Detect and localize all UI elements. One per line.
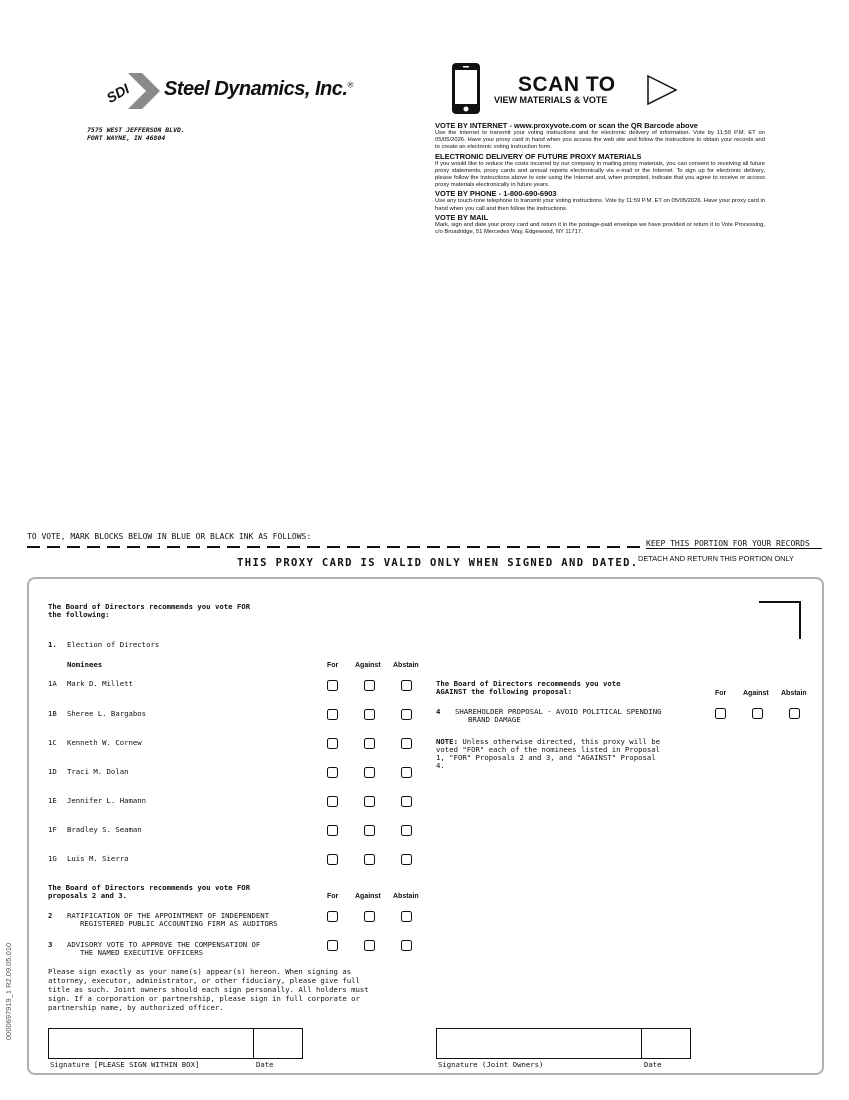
proposal-4-line2: BRAND DAMAGE xyxy=(468,715,521,724)
vote-against-checkbox[interactable] xyxy=(364,796,375,807)
col-header-against: Against xyxy=(355,893,381,900)
sdi-logo xyxy=(104,71,160,111)
trademark-symbol: ® xyxy=(347,80,353,90)
note-line: 4. xyxy=(436,761,445,770)
vote-abstain-checkbox[interactable] xyxy=(401,854,412,865)
board-recommendation-2-line1: The Board of Directors recommends you vote FOR xyxy=(48,883,251,892)
voting-instructions xyxy=(435,121,765,236)
vote-abstain-checkbox[interactable] xyxy=(401,940,412,951)
nominee-id: 1A xyxy=(48,679,57,688)
nominee-name: Bradley S. Seaman xyxy=(67,825,142,834)
scan-title: SCAN TO xyxy=(518,73,616,96)
note-line: 1, "FOR" Proposals 2 and 3, and "AGAINST" Proposal xyxy=(436,753,656,762)
vote-abstain-checkbox[interactable] xyxy=(401,825,412,836)
proposal-2-number: 2 xyxy=(48,911,53,920)
item-1-label: Election of Directors xyxy=(67,640,160,649)
corner-mark xyxy=(759,601,801,639)
col-header-against: Against xyxy=(355,662,381,669)
vote-against-checkbox[interactable] xyxy=(364,940,375,951)
date-label: Date xyxy=(256,1060,274,1069)
vote-abstain-checkbox[interactable] xyxy=(401,709,412,720)
logo-text: SDI xyxy=(104,80,132,106)
board-recommendation-2-line2: proposals 2 and 3. xyxy=(48,891,128,900)
vote-abstain-checkbox[interactable] xyxy=(401,796,412,807)
instruction-heading-internet: VOTE BY INTERNET - www.proxyvote.com or scan the QR Barcode above xyxy=(435,121,698,130)
instruction-text-phone: Use any touch-tone telephone to transmit your voting instructions. Vote by 11:59 P.M. ET on 05/05/2026. Have your proxy card in hand when you call and then follow the instructions. xyxy=(435,198,765,212)
detach-dashed-line xyxy=(27,546,643,548)
valid-notice: THIS PROXY CARD IS VALID ONLY WHEN SIGNED AND DATED. xyxy=(237,557,639,569)
vote-against-checkbox[interactable] xyxy=(364,825,375,836)
keep-portion-underline xyxy=(646,548,822,549)
proposal-4-line1: SHAREHOLDER PROPOSAL - AVOID POLITICAL SPENDING xyxy=(455,707,662,716)
joint-signature-date-divider xyxy=(641,1028,642,1059)
side-control-code: 0000697919_1 R2.09.05.010 xyxy=(4,942,13,1040)
board-recommendation-1-line2: the following: xyxy=(48,610,110,619)
col-header-for: For xyxy=(715,690,727,697)
nominee-id: 1F xyxy=(48,825,57,834)
nominee-name: Traci M. Dolan xyxy=(67,767,129,776)
vote-abstain-checkbox[interactable] xyxy=(401,738,412,749)
detach-return-label: DETACH AND RETURN THIS PORTION ONLY xyxy=(638,554,794,563)
board-recommendation-1-line1: The Board of Directors recommends you vote FOR xyxy=(48,602,251,611)
signature-label: Signature [PLEASE SIGN WITHIN BOX] xyxy=(50,1060,200,1069)
nominee-id: 1B xyxy=(48,709,57,718)
board-recommendation-3-line2: AGAINST the following proposal: xyxy=(436,687,573,696)
signature-date-divider xyxy=(253,1028,254,1059)
nominee-name: Luis M. Sierra xyxy=(67,854,129,863)
instruction-heading-electronic: ELECTRONIC DELIVERY OF FUTURE PROXY MATERIALS xyxy=(435,151,642,161)
col-header-abstain: Abstain xyxy=(393,893,419,900)
proposal-3-number: 3 xyxy=(48,940,53,949)
vote-against-checkbox[interactable] xyxy=(364,738,375,749)
proposal-2-line1: RATIFICATION OF THE APPOINTMENT OF INDEPENDENT xyxy=(67,911,270,920)
vote-against-checkbox[interactable] xyxy=(364,680,375,691)
nominee-name: Jennifer L. Hamann xyxy=(67,796,147,805)
nominee-name: Sheree L. Bargabos xyxy=(67,709,147,718)
col-header-for: For xyxy=(327,662,339,669)
nominees-header: Nominees xyxy=(67,660,103,669)
vote-for-checkbox[interactable] xyxy=(715,708,726,719)
instruction-text-electronic: If you would like to reduce the costs incurred by our company in mailing proxy materials, you can consent to receiving all future proxy statements, proxy cards and annual reports electronically via e-mail or the Internet. To sign up for electronic delivery, please follow the instructions above to vote using the Internet and, when prompted, indicate that you agree to receive or access proxy materials electronically in future years. xyxy=(435,160,765,189)
note-line: voted "FOR" each of the nominees listed in Proposal xyxy=(436,745,661,754)
vote-against-checkbox[interactable] xyxy=(364,911,375,922)
vote-for-checkbox[interactable] xyxy=(327,825,338,836)
vote-against-checkbox[interactable] xyxy=(364,854,375,865)
vote-abstain-checkbox[interactable] xyxy=(401,767,412,778)
sign-instruction-line: title as such. Joint owners should each sign personally. All holders must xyxy=(48,985,369,994)
vote-for-checkbox[interactable] xyxy=(327,767,338,778)
joint-date-label: Date xyxy=(644,1060,662,1069)
sign-instruction-line: attorney, executor, administrator, or other fiduciary, please give full xyxy=(48,976,360,985)
col-header-abstain: Abstain xyxy=(781,690,807,697)
company-address-line1: 7575 WEST JEFFERSON BLVD. xyxy=(87,126,185,134)
vote-for-checkbox[interactable] xyxy=(327,738,338,749)
nominee-id: 1E xyxy=(48,796,57,805)
vote-against-checkbox[interactable] xyxy=(364,767,375,778)
vote-for-checkbox[interactable] xyxy=(327,911,338,922)
vote-for-checkbox[interactable] xyxy=(327,854,338,865)
nominee-name: Kenneth W. Cornew xyxy=(67,738,142,747)
company-address-line2: FORT WAYNE, IN 46804 xyxy=(87,134,166,142)
col-header-abstain: Abstain xyxy=(393,662,419,669)
instruction-text-internet: Use the Internet to transmit your voting instructions and for electronic delivery of information. Vote by 11:59 P.M. ET on 05/05/2026. Have your proxy card in hand when you access the web site and follow the instructions to obtain your records and to create an electronic voting instruction form. xyxy=(435,130,765,151)
vote-abstain-checkbox[interactable] xyxy=(401,911,412,922)
instruction-heading-phone: VOTE BY PHONE - 1-800-690-6903 xyxy=(435,189,557,199)
nominee-id: 1C xyxy=(48,738,57,747)
nominee-name: Mark D. Millett xyxy=(67,679,133,688)
sign-instruction-line: partnership name, by authorized officer. xyxy=(48,1003,224,1012)
signature-box[interactable] xyxy=(48,1028,303,1059)
keep-portion-label: KEEP THIS PORTION FOR YOUR RECORDS xyxy=(646,539,810,548)
nominee-id: 1D xyxy=(48,767,57,776)
play-arrow-icon xyxy=(646,74,678,106)
col-header-against: Against xyxy=(743,690,769,697)
item-1-number: 1. xyxy=(48,640,57,649)
proposal-2-line2: REGISTERED PUBLIC ACCOUNTING FIRM AS AUDITORS xyxy=(80,919,278,928)
nominee-id: 1G xyxy=(48,854,57,863)
joint-signature-box[interactable] xyxy=(436,1028,691,1059)
vote-against-checkbox[interactable] xyxy=(364,709,375,720)
sign-instruction-line: Please sign exactly as your name(s) appear(s) hereon. When signing as xyxy=(48,967,352,976)
vote-abstain-checkbox[interactable] xyxy=(789,708,800,719)
col-header-for: For xyxy=(327,893,339,900)
smartphone-icon xyxy=(451,62,481,115)
vote-abstain-checkbox[interactable] xyxy=(401,680,412,691)
vote-against-checkbox[interactable] xyxy=(752,708,763,719)
to-vote-instruction: TO VOTE, MARK BLOCKS BELOW IN BLUE OR BLACK INK AS FOLLOWS: xyxy=(27,532,312,541)
vote-for-checkbox[interactable] xyxy=(327,940,338,951)
vote-for-checkbox[interactable] xyxy=(327,796,338,807)
proposal-3-line1: ADVISORY VOTE TO APPROVE THE COMPENSATION OF xyxy=(67,940,261,949)
board-recommendation-3-line1: The Board of Directors recommends you vote xyxy=(436,679,621,688)
vote-for-checkbox[interactable] xyxy=(327,709,338,720)
instruction-text-mail: Mark, sign and date your proxy card and return it in the postage-paid envelope we have provided or return it to Vote Processing, c/o Broadridge, 51 Mercedes Way, Edgewood, NY 11717. xyxy=(435,221,765,236)
note-label: NOTE: xyxy=(436,737,458,746)
joint-signature-label: Signature (Joint Owners) xyxy=(438,1060,544,1069)
sign-instruction-line: sign. If a corporation or partnership, please sign in full corporate or xyxy=(48,994,360,1003)
instruction-heading-mail: VOTE BY MAIL xyxy=(435,212,489,222)
vote-for-checkbox[interactable] xyxy=(327,680,338,691)
proposal-3-line2: THE NAMED EXECUTIVE OFFICERS xyxy=(80,948,204,957)
note-text: Unless otherwise directed, this proxy will be xyxy=(457,737,661,746)
company-name xyxy=(164,78,353,101)
proposal-4-number: 4 xyxy=(436,707,441,716)
company-name-text: Steel Dynamics, Inc. xyxy=(164,78,348,100)
scan-subtitle: VIEW MATERIALS & VOTE xyxy=(494,95,608,105)
